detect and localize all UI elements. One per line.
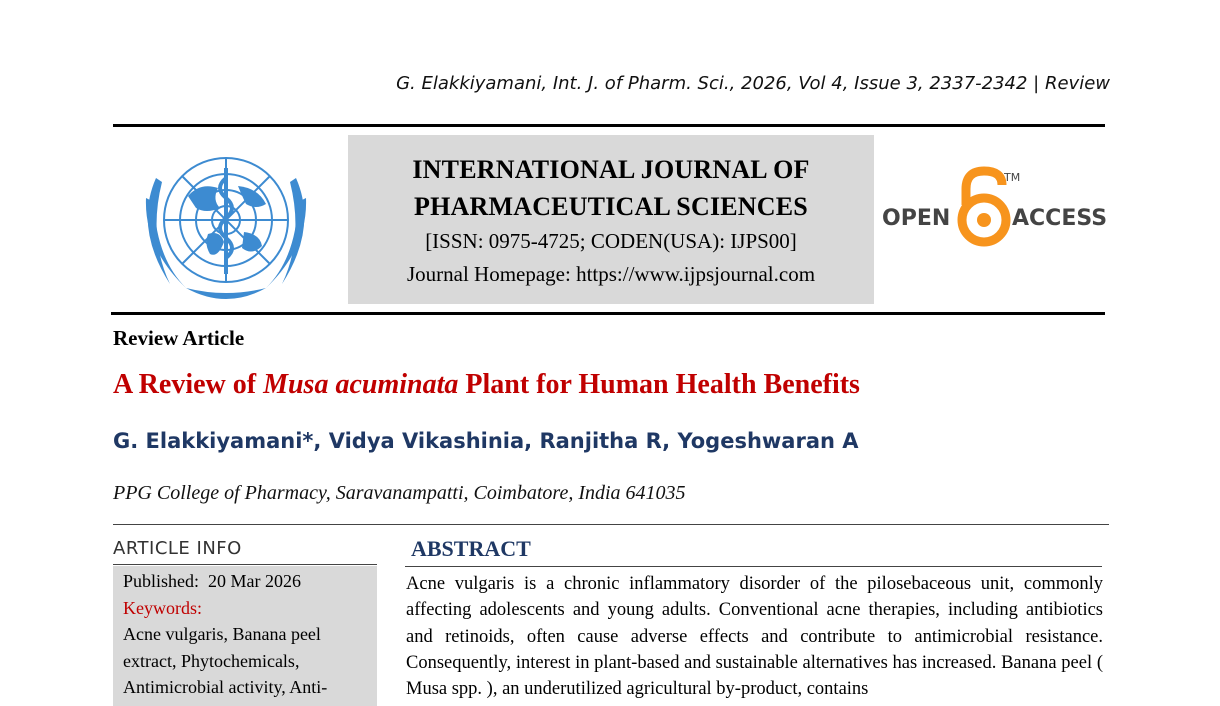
journal-masthead <box>348 135 874 304</box>
header-rule-bottom <box>111 312 1105 315</box>
published-date: 20 Mar 2026 <box>208 571 302 591</box>
published-label: Published: <box>123 571 200 591</box>
journal-name-line1: INTERNATIONAL JOURNAL OF <box>412 155 810 184</box>
journal-homepage[interactable]: Journal Homepage: https://www.ijpsjournal.com <box>406 262 816 286</box>
article-info-heading: ARTICLE INFO <box>113 538 242 559</box>
article-title <box>113 369 860 401</box>
open-access-left-word: OPEN <box>882 206 951 231</box>
title-species: Musa acuminata <box>263 369 459 400</box>
keywords-line: Acne vulgaris, Banana peel <box>123 624 321 644</box>
published-line <box>123 568 377 595</box>
keywords-line: extract, Phytochemicals, <box>123 650 300 671</box>
keywords-label: Keywords: <box>123 597 202 618</box>
keywords-line: Antimicrobial activity, Anti- <box>123 677 328 697</box>
section-divider <box>113 524 1109 525</box>
header-rule-top <box>113 124 1105 127</box>
abstract-rule <box>405 566 1102 567</box>
abstract-heading: ABSTRACT <box>411 536 531 561</box>
abstract-text: Acne vulgaris is a chronic inflammatory disorder of the pilosebaceous unit, commonly affecting adolescents and young adults. Conventional acne therapies, including antibiotics and retinoids, often cause adverse effects and contribute to antimicrobial resistance. Consequently, interest in plant-based and sustainable alternatives has increased. Banana peel ( Musa spp. ), an underutilized agricultural by-product, contains <box>406 574 1103 700</box>
journal-name <box>348 151 874 225</box>
author-list: G. Elakkiyamani*, Vidya Vikashinia, Ranjitha R, Yogeshwaran A <box>113 429 859 453</box>
title-prefix: A Review of <box>113 369 264 400</box>
journal-emblem-icon <box>126 138 326 306</box>
article-info-box <box>113 566 377 706</box>
article-type: Review Article <box>113 326 245 350</box>
open-access-tm: TM <box>1004 171 1021 184</box>
journal-issn: [ISSN: 0975-4725; CODEN(USA): IJPS00] <box>425 229 797 253</box>
article-info-rule <box>113 564 377 565</box>
open-access-logo-icon <box>880 165 1108 255</box>
running-head: G. Elakkiyamani, Int. J. of Pharm. Sci., 2026, Vol 4, Issue 3, 2337-2342 | Review <box>396 73 1110 94</box>
title-suffix: Plant for Human Health Benefits <box>458 369 860 400</box>
affiliation: PPG College of Pharmacy, Saravanampatti, Coimbatore, India 641035 <box>113 482 686 504</box>
open-access-right-word: ACCESS <box>1012 206 1108 231</box>
journal-name-line2: PHARMACEUTICAL SCIENCES <box>414 192 808 221</box>
